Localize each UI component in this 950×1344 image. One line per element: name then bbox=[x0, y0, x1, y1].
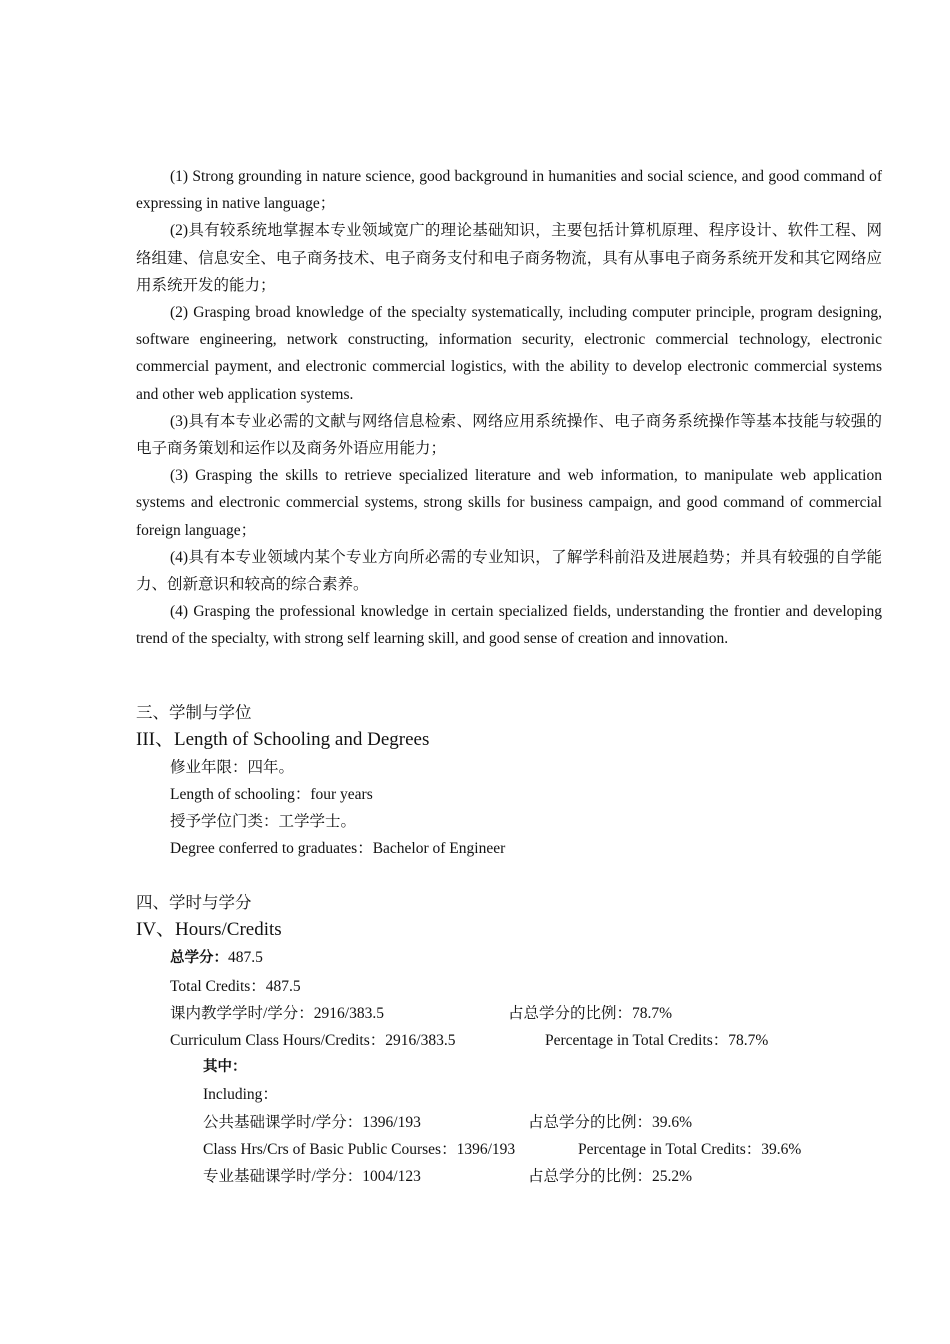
basic-courses-cn-pct: 占总学分的比例：39.6% bbox=[528, 1113, 693, 1131]
section4-title-cn: 四、学时与学分 bbox=[136, 893, 252, 913]
basic-courses-cn bbox=[136, 1109, 882, 1136]
including-en: Including： bbox=[203, 1086, 278, 1104]
section3-title-cn: 三、学制与学位 bbox=[136, 702, 252, 722]
length-of-schooling-en: Length of schooling：four years bbox=[170, 785, 373, 803]
objective-4-cn: (4)具有本专业领域内某个专业方向所必需的专业知识，了解学科前沿及进展趋势；并具有较强的自学能力、创新意识和较高的综合素养。 bbox=[136, 548, 882, 594]
class-hours-en-value: Curriculum Class Hours/Credits：2916/383.5 bbox=[170, 1032, 456, 1050]
total-credits-cn-value: 487.5 bbox=[228, 949, 263, 967]
basic-courses-en-pct: Percentage in Total Credits：39.6% bbox=[578, 1140, 802, 1158]
basic-courses-en bbox=[136, 1136, 882, 1163]
objective-4-en: (4) Grasping the professional knowledge in certain specialized fields, understanding the frontier and developing trend of the specialty, with strong self learning skill, and good sense of creation and innovation. bbox=[136, 603, 882, 648]
total-credits-cn-label: 总学分： bbox=[170, 950, 228, 967]
objective-3-cn: (3)具有本专业必需的文献与网络信息检索、网络应用系统操作、电子商务系统操作等基本技能与较强的电子商务策划和运作以及商务外语应用能力； bbox=[136, 412, 882, 458]
basic-courses-cn-value: 公共基础课学时/学分：1396/193 bbox=[203, 1113, 421, 1131]
objective-1-en: (1) Strong grounding in nature science, good background in humanities and social science, and good command of expressing in native language； bbox=[136, 168, 882, 213]
document-page bbox=[136, 163, 882, 1190]
objective-2-en: (2) Grasping broad knowledge of the specialty systematically, including computer principle, program designing, software engineering, network constructing, information security, electronic commercial technology, electronic commercial payment, and electronic commercial logistics, with the ability to develop electronic commercial systems and other web application systems. bbox=[136, 304, 882, 403]
major-basic-courses-cn bbox=[136, 1163, 882, 1190]
class-hours-cn-value: 课内教学学时/学分：2916/383.5 bbox=[170, 1004, 384, 1022]
section4-title-en: IV、Hours/Credits bbox=[136, 919, 282, 941]
class-hours-en-pct: Percentage in Total Credits：78.7% bbox=[545, 1032, 769, 1050]
section3-title-en: III、Length of Schooling and Degrees bbox=[136, 728, 430, 750]
major-basic-courses-cn-pct: 占总学分的比例：25.2% bbox=[528, 1168, 693, 1186]
objective-3-en: (3) Grasping the skills to retrieve specialized literature and web information, to manipulate web application systems and electronic commercial systems, strong skills for business campaign, and good command of commercial foreign language； bbox=[136, 467, 882, 539]
class-hours-en bbox=[136, 1027, 882, 1054]
including-cn: 其中： bbox=[203, 1059, 247, 1076]
total-credits-cn bbox=[136, 944, 882, 972]
basic-courses-en-value: Class Hrs/Crs of Basic Public Courses：1396/193 bbox=[203, 1140, 516, 1158]
total-credits-en: Total Credits：487.5 bbox=[170, 977, 301, 995]
length-of-schooling-cn: 修业年限：四年。 bbox=[170, 758, 295, 776]
objective-2-cn: (2)具有较系统地掌握本专业领域宽广的理论基础知识，主要包括计算机原理、程序设计、软件工程、网络组建、信息安全、电子商务技术、电子商务支付和电子商务物流，具有从事电子商务系统开发和其它网络应用系统开发的能力； bbox=[136, 222, 882, 294]
major-basic-courses-cn-value: 专业基础课学时/学分：1004/123 bbox=[203, 1168, 421, 1186]
degree-en: Degree conferred to graduates：Bachelor of Engineer bbox=[170, 840, 506, 858]
class-hours-cn bbox=[136, 1000, 882, 1027]
degree-cn: 授予学位门类：工学学士。 bbox=[170, 813, 357, 831]
class-hours-cn-pct: 占总学分的比例：78.7% bbox=[508, 1004, 673, 1022]
